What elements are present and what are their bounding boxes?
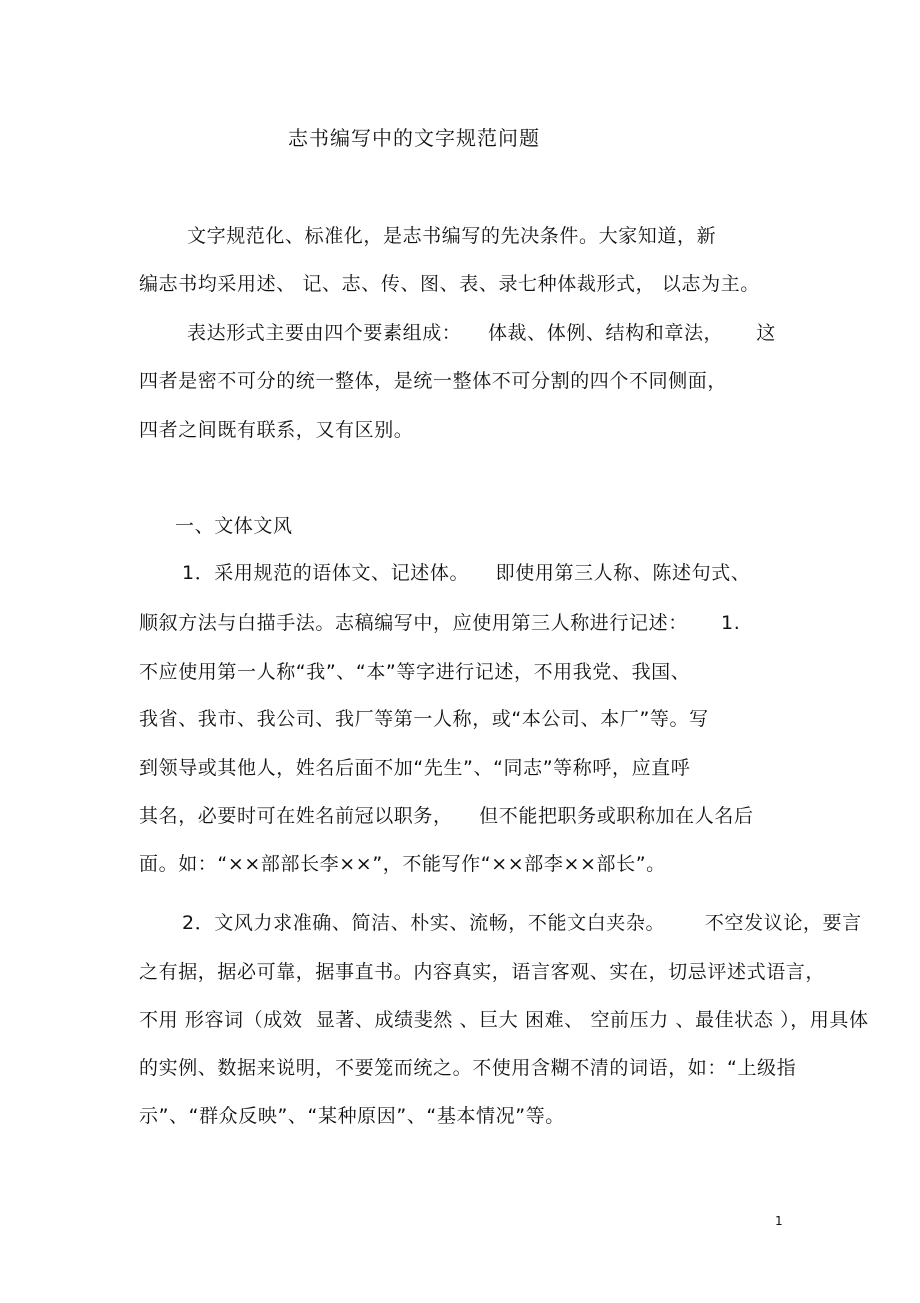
item1-line-2: 顺叙方法与白描手法。志稿编写中，应使用第三人称进行记述： 1.: [139, 612, 741, 634]
item1-line-5: 到领导或其他人，姓名后面不加“先生”、“同志”等称呼，应直呼: [139, 757, 691, 779]
item2-line-2: 之有据，据必可靠，据事直书。内容真实，语言客观、实在，切忌评述式语言，: [139, 961, 826, 983]
intro-line-1: 文字规范化、标准化，是志书编写的先决条件。大家知道，新: [187, 225, 717, 247]
item2-line-1: 2．文风力求准确、简洁、朴实、流畅，不能文白夹杂。 不空发议论，要言: [182, 912, 862, 934]
page-number: 1: [775, 1214, 783, 1228]
item2-line-4: 的实例、数据来说明，不要笼而统之。不使用含糊不清的词语，如：“上级指: [139, 1057, 797, 1079]
item2-line-5: 示”、“群众反映”、“某种原因”、“基本情况”等。: [139, 1105, 565, 1127]
item1-line-1: 1．采用规范的语体文、记述体。 即使用第三人称、陈述句式、: [182, 562, 751, 584]
item1-line-6: 其名，必要时可在姓名前冠以职务， 但不能把职务或职称加在人名后: [139, 805, 754, 827]
intro-line-3: 表达形式主要由四个要素组成： 体裁、体例、结构和章法， 这: [187, 322, 776, 344]
item1-line-7: 面。如：“××部部长李××”，不能写作“××部李××部长”。: [139, 853, 666, 875]
intro-line-4: 四者是密不可分的统一整体，是统一整体不可分割的四个不同侧面，: [139, 370, 728, 392]
item1-line-4: 我省、我市、我公司、我厂等第一人称，或“本公司、本厂”等。写: [139, 708, 709, 730]
intro-line-5: 四者之间既有联系，又有区别。: [139, 419, 414, 441]
item1-line-3: 不应使用第一人称“我”、“本”等字进行记述，不用我党、我国、: [139, 661, 691, 683]
section-heading: 一、文体文风: [175, 515, 293, 537]
intro-line-2: 编志书均采用述、 记、志、传、图、表、录七种体裁形式， 以志为主。: [139, 273, 760, 295]
page-title: 志书编写中的文字规范问题: [288, 126, 540, 150]
item2-line-3: 不用 形容词（成效 显著、成绩斐然 、巨大 困难、 空前压力 、最佳状态 ），用具体: [139, 1009, 869, 1031]
